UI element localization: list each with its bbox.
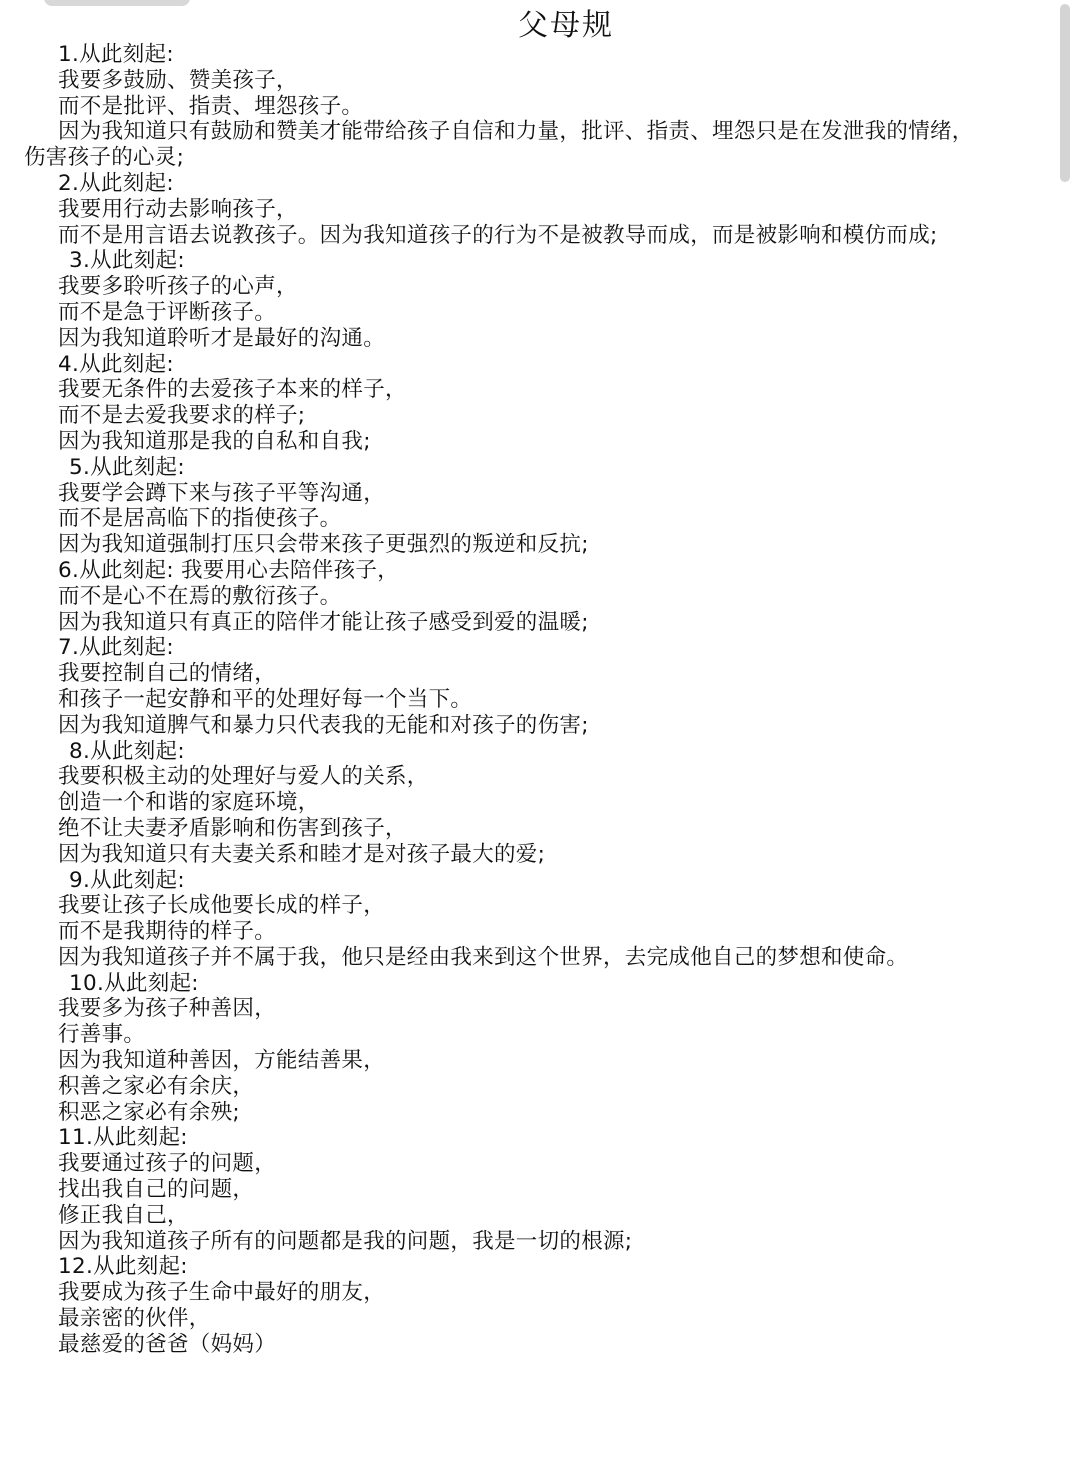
text-line: 7.从此刻起: [58,635,174,661]
text-line: 我要无条件的去爱孩子本来的样子， [58,377,407,403]
text-line: 因为我知道种善因，方能结善果， [58,1048,386,1074]
text-line: 2.从此刻起: [58,170,174,196]
text-line: 而不是批评、指责、埋怨孩子。 [58,93,364,119]
text-line: 绝不让夫妻矛盾影响和伤害到孩子， [58,815,407,841]
text-line: 我要学会蹲下来与孩子平等沟通， [58,480,386,506]
text-line: 修正我自己， [58,1202,189,1228]
text-line: 5.从此刻起: [69,454,185,480]
text-line: 因为我知道只有鼓励和赞美才能带给孩子自信和力量，批评、指责、埋怨只是在发泄我的情绪， [58,119,974,145]
text-line: 积恶之家必有余殃; [58,1099,240,1125]
document-title: 父母规 [518,8,614,43]
text-line: 9.从此刻起: [69,867,185,893]
text-line: 因为我知道只有真正的陪伴才能让孩子感受到爱的温暖; [58,609,589,635]
text-line: 我要多为孩子种善因， [58,996,277,1022]
text-line: 我要让孩子长成他要长成的样子， [58,893,386,919]
text-line: 因为我知道脾气和暴力只代表我的无能和对孩子的伤害; [58,712,589,738]
text-line: 8.从此刻起: [69,738,185,764]
document-body [0,42,1060,1358]
text-line: 行善事。 [58,1022,146,1048]
text-line: 因为我知道那是我的自私和自我; [58,428,371,454]
text-line: 因为我知道聆听才是最好的沟通。 [58,325,386,351]
text-line: 1.从此刻起: [58,42,174,67]
text-line: 我要积极主动的处理好与爱人的关系， [58,764,429,790]
text-line: 我要成为孩子生命中最好的朋友， [58,1280,386,1306]
text-line: 找出我自己的问题， [58,1177,255,1203]
text-line: 最亲密的伙伴， [58,1306,211,1332]
text-line: 因为我知道孩子所有的问题都是我的问题，我是一切的根源; [58,1228,633,1254]
text-line: 和孩子一起安静和平的处理好每一个当下。 [58,686,473,712]
text-line: 我要控制自己的情绪， [58,661,277,687]
text-line: 伤害孩子的心灵; [24,145,185,171]
text-line: 而不是居高临下的指使孩子。 [58,506,342,532]
text-line: 11.从此刻起: [58,1125,188,1151]
text-line: 最慈爱的爸爸（妈妈） [58,1331,277,1357]
text-line: 我要多聆听孩子的心声， [58,274,298,300]
text-line: 创造一个和谐的家庭环境， [58,790,320,816]
text-line: 因为我知道强制打压只会带来孩子更强烈的叛逆和反抗; [58,532,589,558]
text-line: 4.从此刻起: [58,351,174,377]
text-line: 12.从此刻起: [58,1254,188,1280]
text-line: 而不是心不在焉的敷衍孩子。 [58,583,342,609]
text-line: 积善之家必有余庆， [58,1073,255,1099]
text-line: 6.从此刻起: 我要用心去陪伴孩子， [58,557,399,583]
text-line: 而不是去爱我要求的样子; [58,403,306,429]
text-line: 因为我知道只有夫妻关系和睦才是对孩子最大的爱; [58,841,546,867]
text-line: 而不是急于评断孩子。 [58,299,277,325]
text-line: 我要用行动去影响孩子， [58,196,298,222]
text-line: 我要通过孩子的问题， [58,1151,277,1177]
text-line: 我要多鼓励、赞美孩子， [58,67,298,93]
text-line: 3.从此刻起: [69,248,185,274]
text-line: 10.从此刻起: [69,970,199,996]
text-line: 而不是我期待的样子。 [58,919,277,945]
text-line: 而不是用言语去说教孩子。因为我知道孩子的行为不是被教导而成，而是被影响和模仿而成; [58,222,938,248]
text-line: 因为我知道孩子并不属于我，他只是经由我来到这个世界，去完成他自己的梦想和使命。 [58,944,909,970]
